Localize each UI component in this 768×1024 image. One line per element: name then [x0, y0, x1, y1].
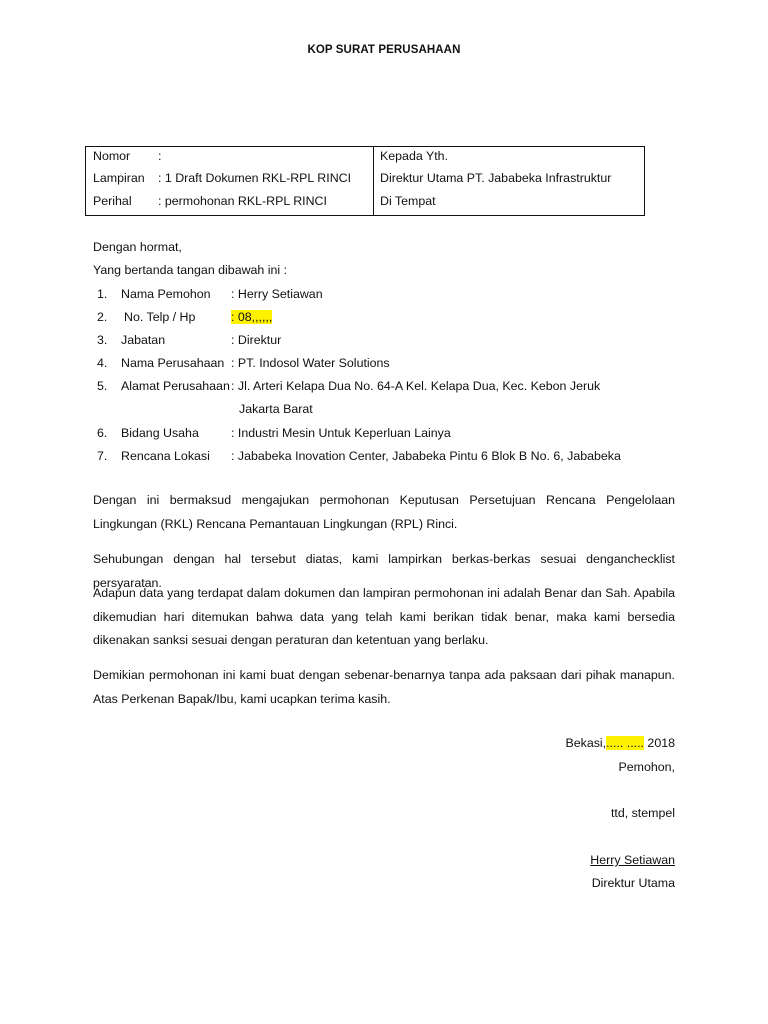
- detail-value: : Jl. Arteri Kelapa Dua No. 64-A Kel. Kelapa Dua, Kec. Kebon Jeruk: [231, 379, 601, 393]
- detail-value: : Direktur: [231, 333, 282, 347]
- detail-num: 4.: [97, 356, 108, 370]
- detail-label: Jabatan: [121, 333, 166, 347]
- detail-num: 7.: [97, 449, 108, 463]
- place-date: [565, 736, 675, 750]
- intro-line: Yang bertanda tangan dibawah ini :: [93, 263, 288, 277]
- signature-note: ttd, stempel: [610, 806, 675, 820]
- detail-value: : Jababeka Inovation Center, Jababeka Pintu 6 Blok B No. 6, Jababeka: [231, 449, 621, 463]
- detail-num: 1.: [97, 287, 108, 301]
- lampiran-label: Lampiran: [93, 171, 145, 185]
- year: 2018: [643, 736, 675, 750]
- detail-label: Nama Pemohon: [121, 287, 211, 301]
- place: Bekasi,: [565, 736, 607, 750]
- applicant-role: Pemohon,: [618, 760, 675, 774]
- detail-value: : Herry Setiawan: [231, 287, 323, 301]
- nomor-label: Nomor: [93, 149, 131, 163]
- detail-num: 5.: [97, 379, 108, 393]
- detail-num: 6.: [97, 426, 108, 440]
- detail-label: Alamat Perusahaan: [121, 379, 230, 393]
- detail-value-continued: Jakarta Barat: [239, 402, 313, 416]
- letterhead-title: KOP SURAT PERUSAHAAN: [307, 44, 461, 56]
- detail-label: Nama Perusahaan: [121, 356, 225, 370]
- recipient-line-1: Kepada Yth.: [380, 149, 448, 163]
- perihal-value: : permohonan RKL-RPL RINCI: [158, 194, 327, 208]
- body-paragraph: Demikian permohonan ini kami buat dengan sebenar-benarnya tanpa ada paksaan dari pihak manapun. Atas Perkenan Bapak/Ibu, kami ucapkan terima kasih.: [93, 668, 675, 706]
- body-paragraph: Dengan ini bermaksud mengajukan permohonan Keputusan Persetujuan Rencana Pengelolaan Lingkungan (RKL) Rencana Pemantauan Lingkungan (RPL) Rinci.: [93, 493, 675, 531]
- perihal-label: Perihal: [93, 194, 132, 208]
- address-table: [85, 146, 645, 216]
- detail-num: 2.: [97, 310, 108, 324]
- detail-num: 3.: [97, 333, 108, 347]
- lampiran-value: : 1 Draft Dokumen RKL-RPL RINCI: [158, 171, 352, 185]
- detail-value-highlighted: : 08,,,,,,: [231, 310, 273, 324]
- detail-value: : PT. Indosol Water Solutions: [231, 356, 390, 370]
- detail-label: No. Telp / Hp: [124, 310, 196, 324]
- signer-title: Direktur Utama: [591, 876, 675, 890]
- body-paragraph: Sehubungan dengan hal tersebut diatas, kami lampirkan berkas-berkas sesuai denganchecklist persyaratan.: [93, 552, 675, 590]
- signer-name: Herry Setiawan: [590, 853, 675, 867]
- detail-value: : Industri Mesin Untuk Keperluan Lainya: [231, 426, 451, 440]
- recipient-line-2: Direktur Utama PT. Jababeka Infrastruktur: [380, 171, 612, 185]
- table-divider: [373, 147, 374, 215]
- recipient-line-3: Di Tempat: [380, 194, 436, 208]
- date-blank-highlighted: ..... .....: [606, 736, 644, 750]
- detail-label: Rencana Lokasi: [121, 449, 210, 463]
- greeting: Dengan hormat,: [93, 240, 182, 254]
- detail-label: Bidang Usaha: [121, 426, 199, 440]
- nomor-value: :: [158, 149, 162, 163]
- body-paragraph: Adapun data yang terdapat dalam dokumen dan lampiran permohonan ini adalah Benar dan Sah. Apabila dikemudian hari ditemukan bahwa data yang telah kami berikan tidak benar, maka kami bersedia dikenakan sanksi sesuai dengan peraturan dan ketentuan yang berlaku.: [93, 586, 675, 647]
